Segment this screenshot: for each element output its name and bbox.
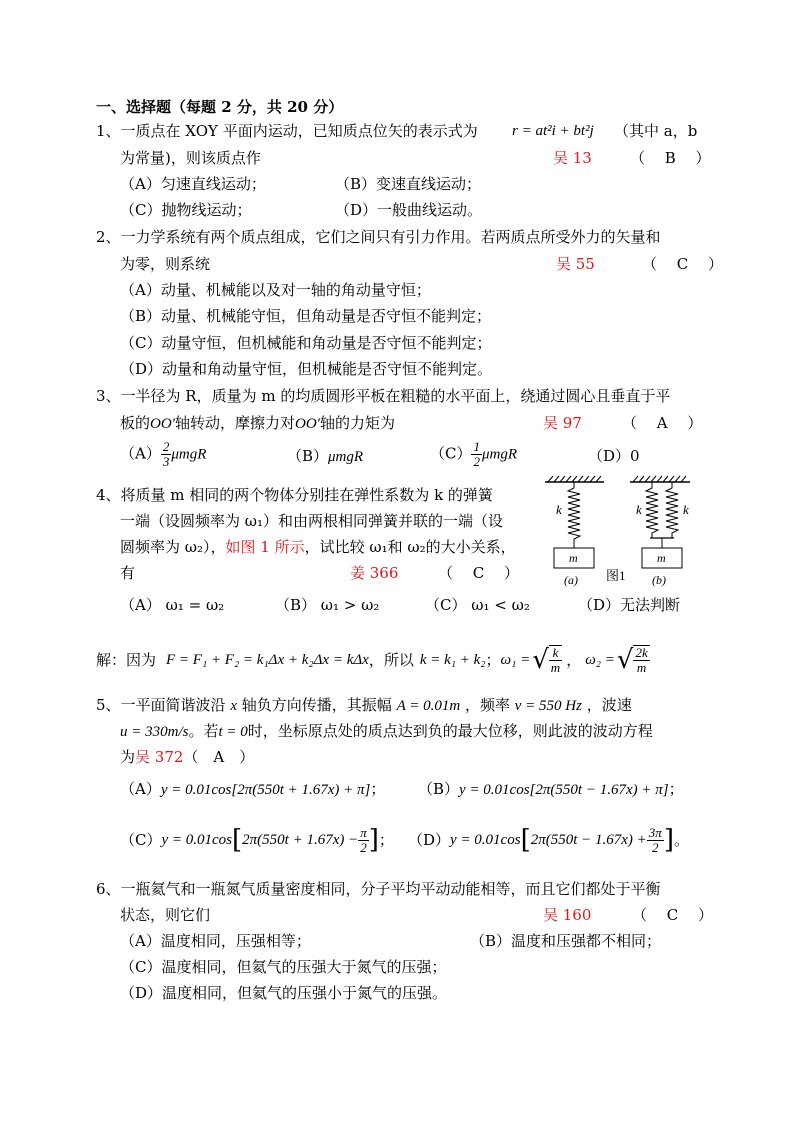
q6-option-c: （C）温度相同，但氦气的压强大于氮气的压强；	[120, 958, 447, 976]
q6-option-b: （B）温度和压强都不相同；	[470, 932, 662, 950]
q1-option-a: （A）匀速直线运动；	[120, 175, 266, 193]
q5-line1-d: ，波速	[586, 696, 632, 714]
ceiling-b	[630, 476, 690, 482]
q5-line2-b: 时，坐标原点处的质点达到负的最大位移，则此波的波动方程	[247, 722, 653, 740]
q5-option-b	[418, 780, 684, 799]
q5-option-d-pre: y = 0.01cos	[450, 832, 521, 848]
q4-omega2-num: 2k	[635, 645, 648, 660]
q4-option-b: （B） ω₁ > ω₂	[275, 596, 380, 614]
q3-option-c-label: （C）	[430, 444, 472, 463]
q2-option-d: （D）动量和角动量守恒，但机械能是否守恒不能判定。	[120, 360, 493, 378]
q6-option-a: （A）温度相同，压强相等；	[120, 932, 311, 950]
q1-option-c: （C）抛物线运动；	[120, 201, 252, 219]
q6-line2: 状态，则它们	[120, 906, 211, 924]
q4-option-d: （D）无法判断	[578, 596, 681, 614]
q5-option-a-end: ；	[370, 780, 386, 798]
q5-x: x	[230, 698, 237, 714]
q3-line2-a: 板的	[120, 414, 151, 432]
label-k-b-left: k	[636, 502, 642, 517]
q5-ref: 吴 372	[135, 748, 184, 766]
q4-omega1-num: k	[549, 646, 562, 661]
q1-option-d: （D）一般曲线运动。	[335, 201, 483, 219]
q2-line1: 2、一力学系统有两个质点组成，它们之间只有引力作用。若两质点所受外力的矢量和	[96, 228, 661, 246]
q4-omega2-den: m	[636, 660, 647, 675]
q5-line1-b: 轴负方向传播，其振幅	[241, 696, 392, 714]
q3-option-a-den: 3	[162, 454, 170, 469]
q5-option-a	[120, 780, 385, 799]
q3-option-c-expr: μmgR	[481, 446, 518, 463]
q3-option-c-den: 2	[473, 454, 480, 469]
q4-line3-a: 圆频率为 ω₂），	[120, 538, 226, 556]
q4-line3	[120, 538, 516, 556]
spring-b-left	[646, 482, 658, 538]
q2-answer: （ C ）	[642, 255, 724, 273]
q5-line2-a: 。若	[188, 722, 219, 740]
q1-line1-end: （其中 a，b	[614, 122, 698, 140]
q5-option-c-close-bracket-icon: ]	[368, 825, 379, 855]
label-m-b: m	[657, 551, 666, 565]
q5-line3-a: 为	[120, 748, 136, 766]
q3-option-a-fraction	[161, 440, 172, 469]
q5-amplitude: A = 0.01m	[396, 698, 461, 714]
q4-line1: 4、将质量 m 相同的两个物体分别挂在弹性系数为 k 的弹簧	[96, 486, 493, 504]
q4-solution-c: ；	[485, 651, 501, 669]
q5-line1-c: ，频率	[464, 696, 510, 714]
q4-line4: 有	[120, 564, 136, 582]
q4-line2: 一端（设圆频率为 ω₁）和由两根相同弹簧并联的一端（设	[120, 512, 504, 530]
ceiling-a	[545, 476, 604, 482]
q5-option-d-inner: 2π(550t − 1.67x) +	[530, 832, 647, 848]
q3-line1: 3、一半径为 R，质量为 m 的均质圆形平板在粗糙的水平面上，绕通过圆心且垂直于平	[96, 387, 671, 405]
q5-option-d-label: （D）	[408, 831, 451, 849]
q5-option-d-open-bracket-icon: [	[520, 825, 531, 855]
q4-sqrt2-icon: √	[616, 645, 634, 675]
q5-speed: u = 330m/s	[120, 724, 189, 740]
q4-sqrt1-icon: √	[532, 645, 549, 675]
q5-option-a-expr: y = 0.01cos[2π(550t + 1.67x) + π]	[160, 782, 371, 798]
q4-omega1-den: m	[550, 660, 561, 675]
q4-solution-formula1: F = F₁ + F₂ = k₁Δx + k₂Δx = kΔx	[166, 652, 369, 668]
q3-option-a-label: （A）	[120, 444, 161, 463]
spring-a	[568, 482, 580, 548]
q3-option-a	[120, 440, 206, 469]
q3-option-b-label: （B）	[287, 447, 329, 465]
q5-t0: t = 0	[218, 724, 248, 740]
q3-option-c-num: 1	[473, 439, 480, 454]
q4-solution-b: ，所以	[368, 651, 414, 669]
q5-option-c-pre: y = 0.01cos	[161, 832, 233, 848]
q5-line3	[120, 748, 254, 766]
q4-line3-b: ，试比较 ω₁和 ω₂的大小关系，	[304, 538, 516, 556]
q4-solution-formula2: k = k₁ + k₂	[419, 652, 486, 668]
label-b: (b)	[652, 573, 666, 587]
figure-caption: 图1	[606, 568, 626, 583]
q6-line1: 6、一瓶氦气和一瓶氮气质量密度相同，分子平均平动动能相等，而且它们都处于平衡	[96, 880, 661, 898]
q2-option-b: （B）动量、机械能守恒，但角动量是否守恒不能判定；	[120, 307, 492, 325]
q6-option-d: （D）温度相同，但氦气的压强小于氮气的压强。	[120, 984, 448, 1002]
q4-solution	[96, 640, 650, 680]
q4-figure-ref: 如图 1 所示	[225, 538, 305, 556]
q5-option-c-label: （C）	[120, 831, 162, 849]
q4-omega1-fraction	[549, 645, 562, 675]
q3-ref: 吴 97	[543, 414, 582, 432]
q5-answer: （ A ）	[183, 748, 255, 766]
q1-line2: 为常量)，则该质点作	[120, 149, 261, 167]
label-k-b-right: k	[683, 502, 689, 517]
q1-ref: 吴 13	[553, 149, 592, 167]
q3-option-c	[430, 440, 517, 469]
q4-omega2: ω₂ =	[585, 652, 615, 668]
q5-option-c-inner: 2π(550t + 1.67x) −	[242, 832, 359, 848]
section-title: 一、选择题（每题 2 分，共 20 分）	[96, 98, 344, 116]
q3-option-d: （D）0	[588, 447, 640, 465]
q5-line1-a: 5、一平面简谐波沿	[96, 696, 226, 714]
q3-axis-1: OO′	[150, 416, 175, 432]
q5-option-d-fraction	[647, 826, 664, 855]
q3-option-a-num: 2	[162, 439, 170, 454]
q5-option-b-end: ；	[668, 780, 684, 798]
q6-answer: （ C ）	[632, 906, 714, 924]
q5-option-c	[120, 822, 394, 858]
q3-line2-c: 轴的力矩为	[319, 414, 395, 432]
q4-option-a: （A） ω₁ = ω₂	[120, 596, 225, 614]
q3-option-b	[287, 447, 363, 466]
q1-formula: r = at²i + bt²j	[512, 123, 594, 139]
q5-option-c-fraction	[358, 826, 369, 855]
q4-ref: 姜 366	[350, 564, 399, 582]
q3-option-a-expr: μmgR	[171, 446, 207, 463]
label-a: (a)	[564, 573, 578, 587]
q3-answer: （ A ）	[622, 414, 703, 432]
q2-option-c: （C）动量守恒，但机械能和角动量是否守恒不能判定；	[120, 334, 492, 352]
q5-option-c-open-bracket-icon: [	[232, 825, 243, 855]
label-m-a: m	[569, 551, 578, 565]
q3-option-c-fraction	[471, 440, 482, 469]
q4-omega2-fraction	[633, 645, 649, 675]
q5-line2	[120, 722, 653, 741]
q3-line2-b: 轴转动，摩擦力对	[174, 414, 295, 432]
q5-option-c-end: ；	[378, 831, 394, 849]
q5-option-d-close-bracket-icon: ]	[663, 825, 674, 855]
spring-figure	[540, 474, 700, 590]
q1-answer: （ B ）	[630, 149, 711, 167]
q5-option-d	[408, 822, 689, 858]
q3-line2	[120, 414, 395, 433]
q3-option-b-expr: μmgR	[328, 449, 364, 465]
q5-option-b-label: （B）	[418, 780, 460, 798]
q4-solution-a: 解：因为	[96, 651, 157, 669]
q5-option-a-label: （A）	[120, 780, 161, 798]
q5-option-c-den: 2	[360, 839, 367, 855]
q2-option-a: （A）动量、机械能以及对一轴的角动量守恒；	[120, 281, 431, 299]
q5-option-d-num: 3π	[648, 824, 662, 840]
q5-option-b-expr: y = 0.01cos[2π(550t − 1.67x) + π]	[459, 782, 669, 798]
label-k-a: k	[556, 502, 562, 517]
q1-line1: 1、一质点在 XOY 平面内运动，已知质点位矢的表示式为	[96, 122, 478, 140]
q2-line2: 为零，则系统	[120, 255, 211, 273]
q4-omega1: ω₁ =	[500, 652, 531, 668]
q6-ref: 吴 160	[543, 906, 592, 924]
q4-answer: （ C ）	[438, 564, 520, 582]
q5-frequency: ν = 550 Hz	[514, 698, 582, 714]
q5-line1	[96, 696, 632, 715]
spring-b-right	[666, 482, 678, 538]
q5-option-c-num: π	[360, 824, 367, 840]
q4-option-c: （C） ω₁ < ω₂	[425, 596, 530, 614]
q5-option-d-den: 2	[652, 839, 659, 855]
q3-axis-2: OO′	[294, 416, 320, 432]
q4-sep: ，	[566, 651, 582, 669]
q1-option-b: （B）变速直线运动；	[335, 175, 482, 193]
q2-ref: 吴 55	[556, 255, 595, 273]
q5-option-d-end: 。	[673, 831, 689, 849]
